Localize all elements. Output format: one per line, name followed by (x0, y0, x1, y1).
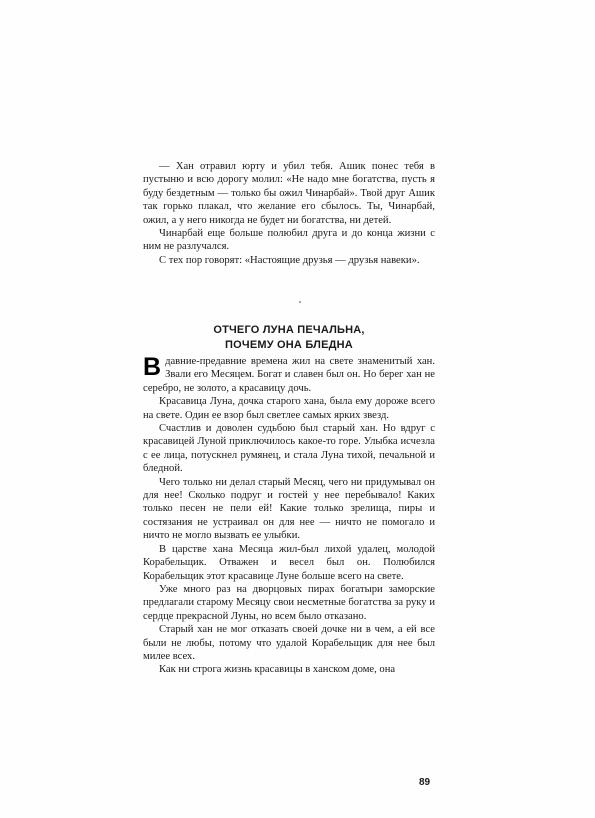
paragraph: Красавица Луна, дочка старого хана, была ему дороже всего на свете. Один ее взор был светлее самых ярких звезд. (143, 396, 435, 421)
paragraph: В царстве хана Месяца жил-был лихой удалец, молодой Корабельщик. Отважен и весел был он. Полюбился Корабельщик этот красавице Луне больше всего на свете. (143, 543, 435, 582)
first-paragraph-text: давние-предавние времена жил на свете знаменитый хан. Звали его Месяцем. Богат и славен был он. Но берег хан не серебро, не золото, а красавицу дочь. (143, 356, 435, 394)
print-speck (299, 301, 301, 303)
story-title-line-2: ПОЧЕМУ ОНА БЛЕДНА (225, 339, 353, 351)
story-title-line-1: ОТЧЕГО ЛУНА ПЕЧАЛЬНА, (213, 324, 365, 336)
paragraph: С тех пор говорят: «Настоящие друзья — друзья навеки». (159, 254, 420, 266)
paragraph: Чего только ни делал старый Месяц, чего ни придумывал он для нее! Сколько подруг и гостей у нее перебывало! Каких только песен не пели ей! Какие только зрелища, пиры и состязания не устраивал он для нее — ничто не помогало и ничто не могло вызвать ее улыбки. (143, 476, 435, 542)
story-title (143, 323, 435, 353)
paragraph: Уже много раз на дворцовых пирах богатыри заморские предлагали старому Месяцу свои несметные богатства за руку и сердце прекрасной Луны, но всем было отказано. (143, 583, 435, 622)
page-number: 89 (419, 777, 431, 788)
paragraph: Чинарбай еще больше полюбил друга и до конца жизни с ним не разлучался. (143, 228, 435, 253)
previous-story-ending (143, 160, 435, 267)
first-paragraph (143, 355, 435, 395)
story-body (143, 355, 435, 677)
paragraph: Как ни строга жизнь красавицы в ханском доме, она (159, 664, 396, 676)
paragraph: — Хан отравил юрту и убил тебя. Ашик понес тебя в пустыню и всю дорогу молил: «Не надо мне богатства, пусть я буду бездетным — только бы ожил Чинарбай». Твой друг Ашик так горько плакал, что желание его сбылось. Ты, Чинарбай, ожил, а у него никогда не будет ни богатства, ни детей. (143, 161, 435, 226)
drop-cap: В (143, 353, 162, 381)
paragraph: Счастлив и доволен судьбою был старый хан. Но вдруг с красавицей Луной приключилось какое-то горе. Улыбка исчезла с ее лица, потускнел румянец, и стала Луна тихой, печальной и бледной. (143, 423, 435, 475)
paragraph: Старый хан не мог отказать своей дочке ни в чем, а ей все были не любы, потому что удалой Корабельщик для нее был милее всех. (143, 624, 435, 662)
